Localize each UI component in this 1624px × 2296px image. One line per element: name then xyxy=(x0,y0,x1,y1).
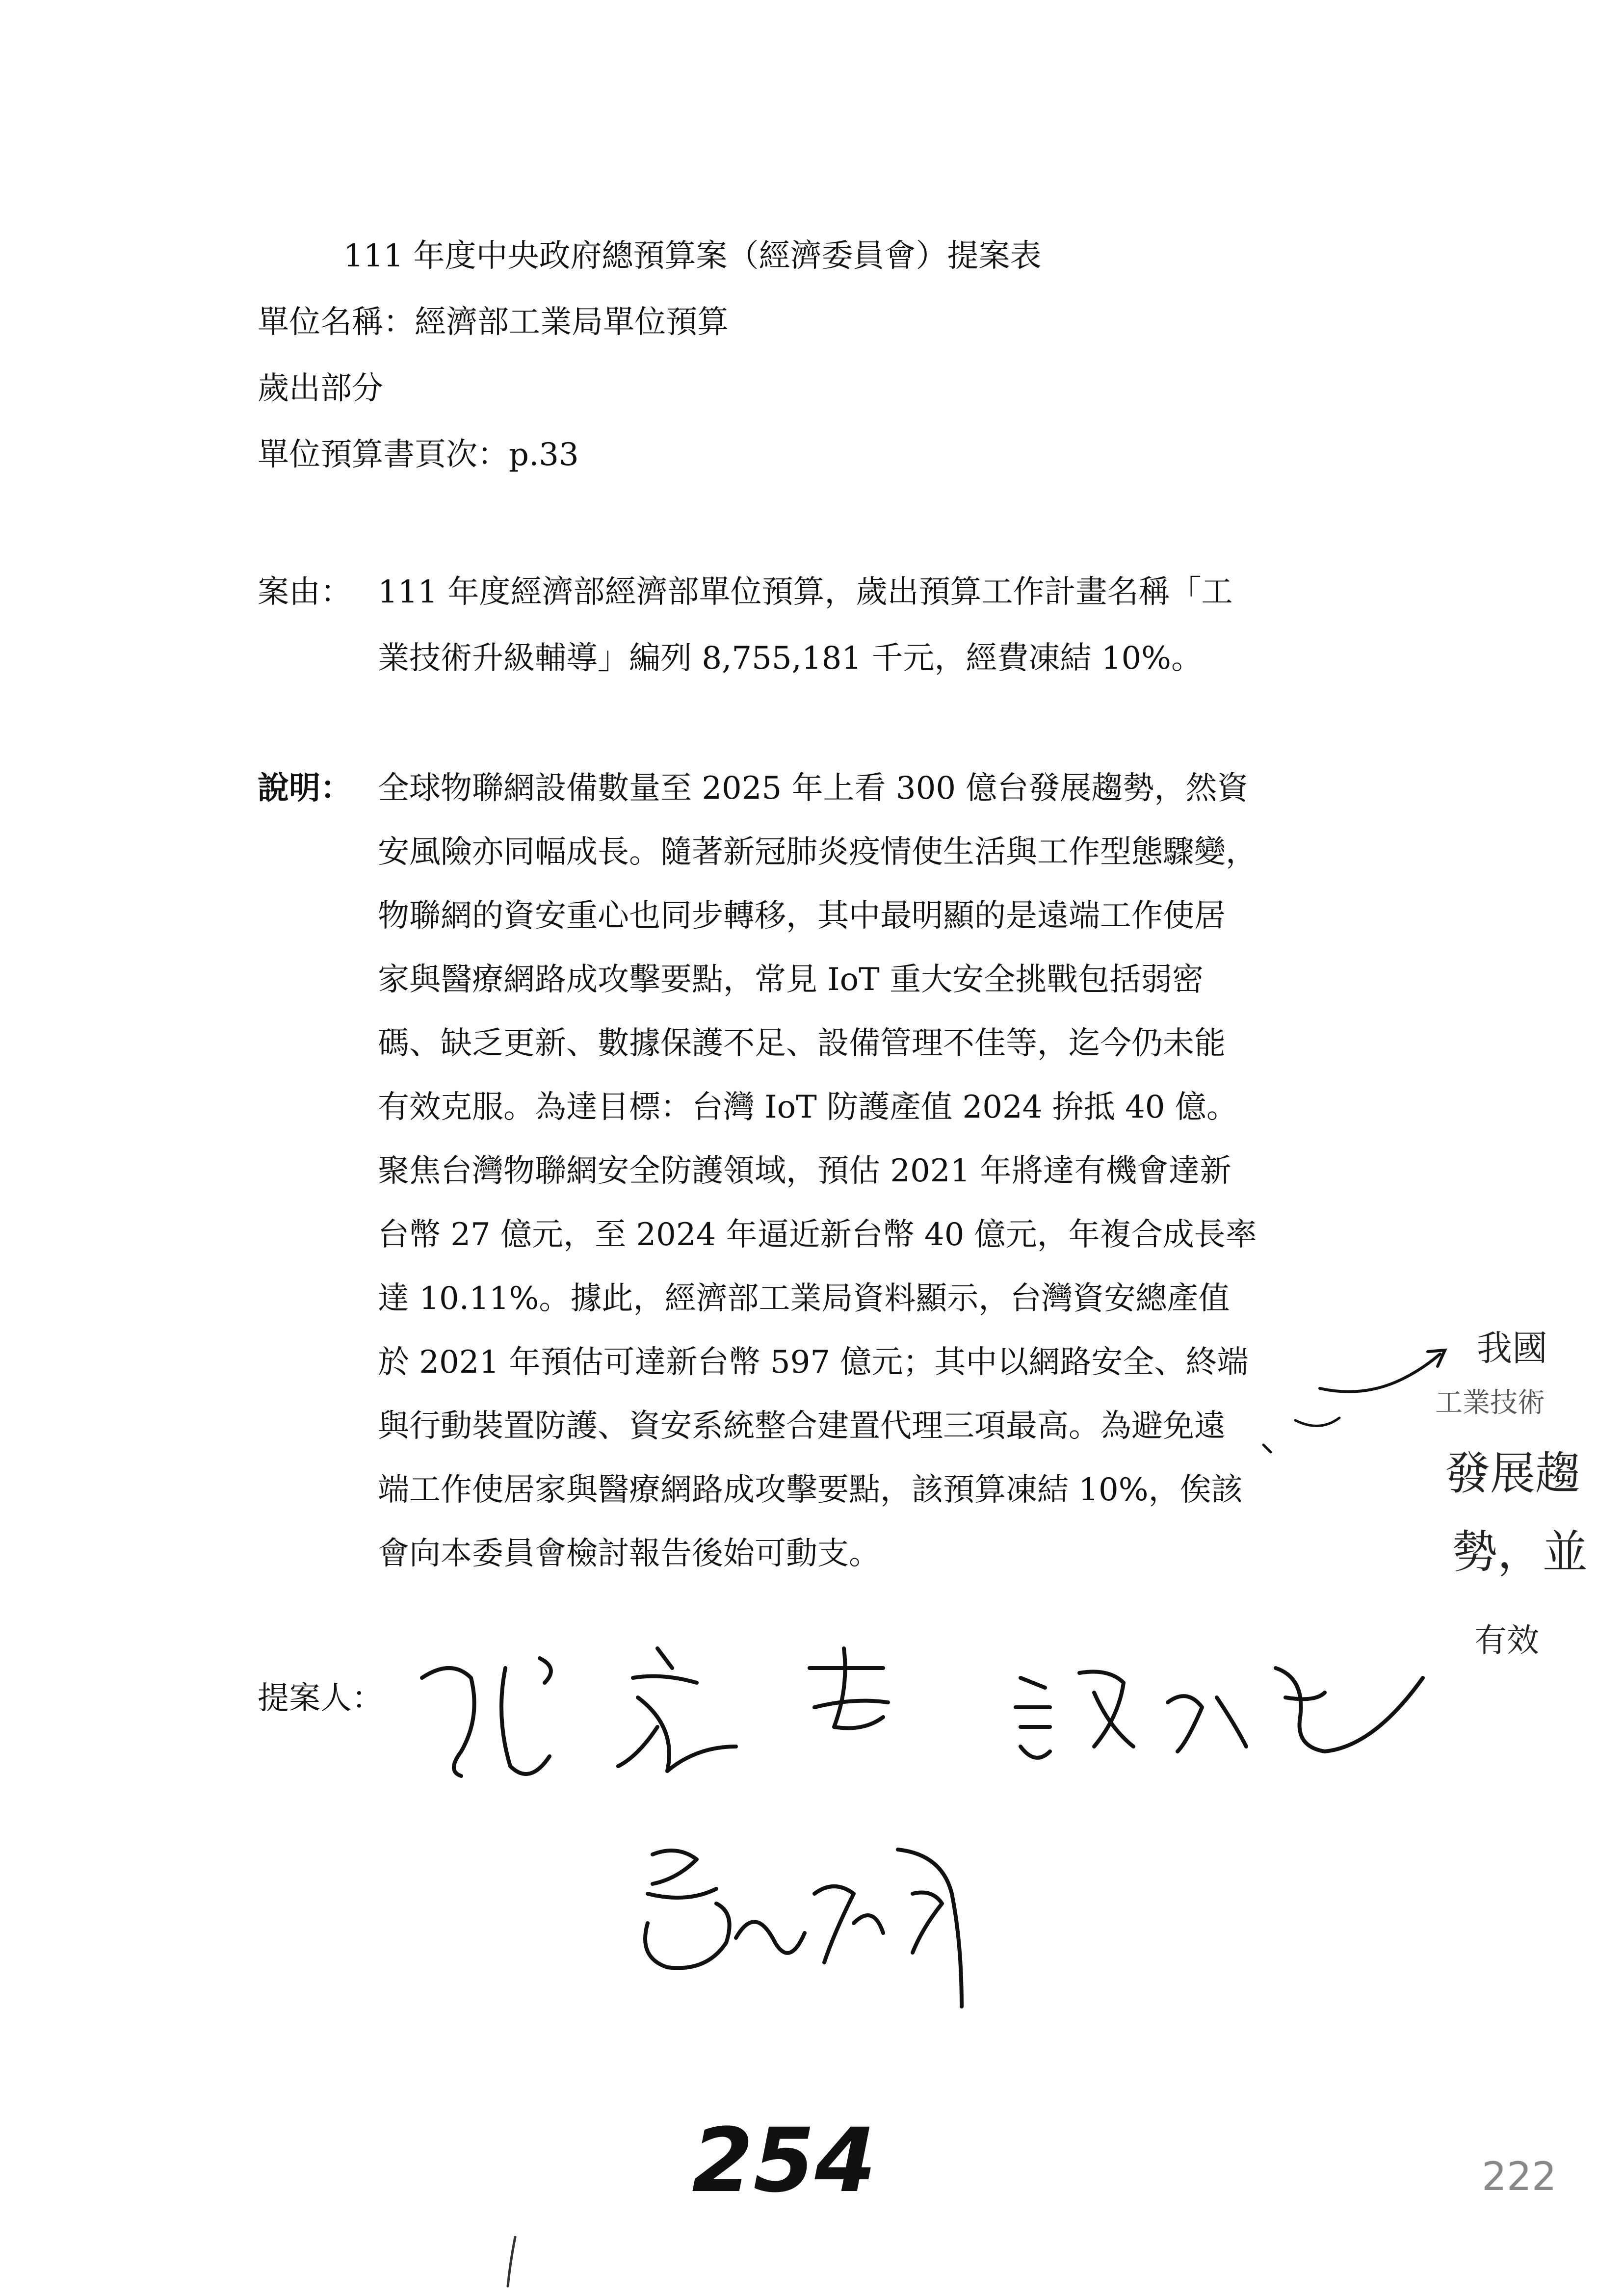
corner-number: 222 xyxy=(1482,2154,1557,2199)
margin-note-line: 勢，並 xyxy=(1452,1526,1588,1578)
margin-note-line: 工業技術 xyxy=(1435,1387,1545,1419)
explanation-line: 端工作使居家與醫療網路成攻擊要點，該預算凍結 10%，俟該 xyxy=(378,1472,1243,1508)
explanation-line: 會向本委員會檢討報告後始可動支。 xyxy=(378,1536,880,1572)
explanation-line: 於 2021 年預估可達新台幣 597 億元；其中以網路安全、終端 xyxy=(378,1344,1249,1381)
page-reference: 單位預算書頁次：p.33 xyxy=(258,437,579,473)
explanation-line: 安風險亦同幅成長。隨著新冠肺炎疫情使生活與工作型態驟變， xyxy=(378,834,1257,870)
explanation-line: 與行動裝置防護、資安系統整合建置代理三項最高。為避免遠 xyxy=(378,1408,1226,1444)
case-line: 業技術升級輔導」編列 8,755,181 千元，經費凍結 10%。 xyxy=(378,640,1203,677)
section-label: 歲出部分 xyxy=(258,370,383,407)
handwritten-page-number: 254 xyxy=(692,2110,876,2212)
explanation-line: 有效克服。為達目標：台灣 IoT 防護產值 2024 拚抵 40 億。 xyxy=(378,1089,1238,1125)
unit-name: 單位名稱：經濟部工業局單位預算 xyxy=(258,304,729,340)
explanation-line: 聚焦台灣物聯網安全防護領域，預估 2021 年將達有機會達新 xyxy=(378,1153,1231,1189)
margin-note-line: 有效 xyxy=(1474,1621,1539,1659)
explanation-line: 家與醫療網路成攻擊要點，常見 IoT 重大安全挑戰包括弱密 xyxy=(378,962,1204,998)
margin-note-line: 我國 xyxy=(1477,1328,1548,1369)
explanation-line: 達 10.11%。據此，經濟部工業局資料顯示，台灣資安總產值 xyxy=(378,1280,1230,1317)
margin-note-line: 發展趨 xyxy=(1445,1447,1581,1500)
proposer-label: 提案人： xyxy=(258,1680,383,1717)
explanation-line: 全球物聯網設備數量至 2025 年上看 300 億台發展趨勢，然資 xyxy=(378,770,1249,807)
case-line: 111 年度經濟部經濟部單位預算，歲出預算工作計畫名稱「工 xyxy=(378,574,1233,610)
explanation-line: 台幣 27 億元，至 2024 年逼近新台幣 40 億元，年複合成長率 xyxy=(378,1217,1257,1253)
explanation-line: 物聯網的資安重心也同步轉移，其中最明顯的是遠端工作使居 xyxy=(378,898,1226,934)
document-title: 111 年度中央政府總預算案（經濟委員會）提案表 xyxy=(343,238,1042,274)
case-label: 案由： xyxy=(258,574,352,610)
explanation-label: 說明： xyxy=(258,770,352,807)
explanation-line: 碼、缺乏更新、數據保護不足、設備管理不佳等，迄今仍未能 xyxy=(378,1025,1226,1062)
